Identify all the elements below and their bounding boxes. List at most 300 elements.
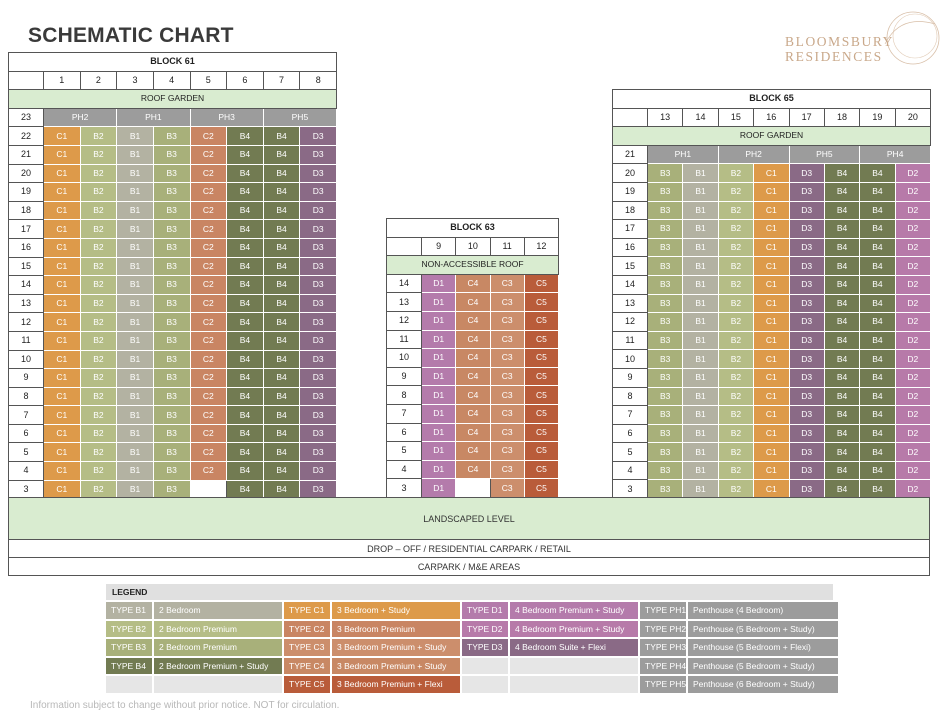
unit-cell: B3 (153, 127, 190, 146)
stack-number: 11 (490, 237, 524, 256)
unit-cell: B4 (263, 201, 300, 220)
unit-cell: B1 (683, 461, 718, 480)
unit-cell: C3 (490, 460, 524, 479)
penthouse-cell: PH3 (190, 108, 263, 127)
unit-cell: D2 (895, 238, 930, 257)
unit-cell: D2 (895, 443, 930, 462)
unit-cell: C5 (524, 330, 558, 349)
unit-cell: B1 (683, 331, 718, 350)
floor-number: 16 (9, 238, 44, 257)
unit-cell: B4 (227, 145, 264, 164)
unit-cell: B4 (824, 220, 859, 239)
unit-cell: D3 (300, 276, 337, 295)
unit-cell: C1 (754, 257, 789, 276)
unit-cell: C1 (754, 461, 789, 480)
legend-description: 3 Bedroom + Study (332, 602, 460, 619)
unit-cell: D3 (789, 201, 824, 220)
unit-cell: B4 (227, 443, 264, 462)
unit-cell: B3 (648, 313, 683, 332)
floor-number: 11 (9, 331, 44, 350)
stack-number: 5 (190, 71, 227, 90)
unit-cell: C1 (44, 406, 81, 425)
unit-cell: B2 (80, 443, 117, 462)
unit-cell: B1 (683, 368, 718, 387)
block-61-table (8, 52, 337, 499)
floor-number: 17 (9, 220, 44, 239)
unit-cell: B1 (117, 462, 154, 481)
unit-cell: B4 (824, 182, 859, 201)
unit-cell: C4 (456, 386, 490, 405)
unit-cell: B4 (263, 313, 300, 332)
unit-cell: B3 (153, 220, 190, 239)
unit-cell: C2 (190, 313, 227, 332)
unit-cell: D3 (789, 294, 824, 313)
unit-cell: B2 (718, 424, 753, 443)
floor-number: 5 (613, 443, 648, 462)
unit-cell: B2 (718, 164, 753, 183)
unit-cell: C5 (524, 349, 558, 368)
unit-cell: C3 (490, 274, 524, 293)
penthouse-cell: PH2 (44, 108, 117, 127)
unit-cell: B4 (824, 238, 859, 257)
unit-cell: C2 (190, 350, 227, 369)
legend-empty (510, 658, 638, 675)
unit-cell: C1 (44, 294, 81, 313)
unit-cell: D2 (895, 313, 930, 332)
unit-cell: C4 (456, 311, 490, 330)
corner-cell (613, 108, 648, 127)
unit-cell: B4 (824, 257, 859, 276)
unit-cell: C5 (524, 423, 558, 442)
unit-cell: B4 (227, 220, 264, 239)
unit-cell: B2 (718, 443, 753, 462)
stack-number: 16 (754, 108, 789, 127)
legend-code: TYPE C4 (284, 658, 330, 675)
unit-cell: C2 (190, 406, 227, 425)
unit-cell: D1 (422, 274, 456, 293)
unit-cell: D2 (895, 480, 930, 499)
unit-cell: B4 (860, 387, 895, 406)
unit-cell: B4 (860, 257, 895, 276)
unit-cell: B4 (860, 331, 895, 350)
unit-cell: B1 (117, 220, 154, 239)
unit-cell: D3 (300, 164, 337, 183)
unit-cell: B3 (648, 368, 683, 387)
legend-empty (462, 658, 508, 675)
unit-cell: B4 (263, 443, 300, 462)
unit-cell: B4 (860, 406, 895, 425)
page-title: SCHEMATIC CHART (28, 24, 234, 47)
corner-cell (387, 237, 422, 256)
floor-number: 3 (387, 479, 422, 498)
floor-number: 3 (9, 480, 44, 499)
unit-cell: B1 (117, 238, 154, 257)
unit-cell: D3 (789, 257, 824, 276)
unit-cell: B3 (153, 443, 190, 462)
logo-line-2: RESIDENCES (785, 49, 883, 64)
unit-cell: B1 (117, 294, 154, 313)
unit-cell: B4 (227, 164, 264, 183)
unit-cell: C2 (190, 294, 227, 313)
unit-cell: D3 (789, 164, 824, 183)
landscaped-level-label: LANDSCAPED LEVEL (423, 514, 515, 524)
unit-cell: D1 (422, 330, 456, 349)
unit-cell: B4 (263, 294, 300, 313)
floor-number: 12 (387, 311, 422, 330)
unit-cell: B4 (263, 387, 300, 406)
legend-description: 4 Bedroom Suite + Flexi (510, 639, 638, 656)
unit-cell: D3 (789, 275, 824, 294)
unit-cell: B3 (648, 424, 683, 443)
unit-cell: D3 (789, 443, 824, 462)
unit-cell: C1 (44, 331, 81, 350)
unit-cell: C1 (44, 424, 81, 443)
unit-cell: B2 (718, 461, 753, 480)
floor-number: 8 (613, 387, 648, 406)
unit-cell: B2 (80, 313, 117, 332)
unit-cell: B4 (824, 406, 859, 425)
unit-cell: B4 (824, 350, 859, 369)
floor-number: 19 (613, 182, 648, 201)
unit-cell: B4 (860, 238, 895, 257)
unit-cell: B1 (683, 350, 718, 369)
unit-cell: D1 (422, 442, 456, 461)
floor-number: 6 (613, 424, 648, 443)
legend-description: Penthouse (6 Bedroom + Study) (688, 676, 838, 693)
unit-cell: C1 (44, 276, 81, 295)
unit-cell: C3 (490, 386, 524, 405)
unit-cell: B2 (718, 406, 753, 425)
unit-cell: C2 (190, 127, 227, 146)
unit-cell: B3 (648, 182, 683, 201)
unit-cell: D1 (422, 460, 456, 479)
legend-code: TYPE B2 (106, 621, 152, 638)
legend-code: TYPE C2 (284, 621, 330, 638)
unit-cell: D3 (789, 461, 824, 480)
unit-cell: B4 (860, 164, 895, 183)
unit-cell: C1 (44, 238, 81, 257)
unit-cell: B4 (824, 480, 859, 499)
unit-cell: C1 (44, 480, 81, 499)
unit-cell: C1 (754, 294, 789, 313)
unit-cell: D2 (895, 220, 930, 239)
unit-cell: D2 (895, 294, 930, 313)
floor-number: 18 (613, 201, 648, 220)
legend-code: TYPE C1 (284, 602, 330, 619)
unit-cell: B2 (718, 294, 753, 313)
top-band: NON-ACCESSIBLE ROOF (387, 256, 559, 275)
unit-cell: D1 (422, 386, 456, 405)
unit-cell: C2 (190, 183, 227, 202)
block-65-table (612, 89, 931, 499)
floor-number: 21 (613, 145, 648, 164)
floor-number: 11 (387, 330, 422, 349)
legend-code: TYPE PH4 (640, 658, 686, 675)
unit-cell: B4 (824, 294, 859, 313)
unit-cell: D3 (300, 127, 337, 146)
unit-cell: B4 (824, 331, 859, 350)
unit-cell: C4 (456, 349, 490, 368)
legend-description: 2 Bedroom (154, 602, 282, 619)
logo-line-1: BLOOMSBURY (785, 34, 895, 49)
unit-cell: C4 (456, 442, 490, 461)
legend-code: TYPE B3 (106, 639, 152, 656)
unit-cell: C1 (44, 443, 81, 462)
unit-cell: B2 (80, 406, 117, 425)
unit-cell: D3 (300, 369, 337, 388)
unit-cell: C2 (190, 443, 227, 462)
unit-cell: B4 (860, 294, 895, 313)
legend-code: TYPE D1 (462, 602, 508, 619)
unit-cell: B3 (648, 406, 683, 425)
unit-cell: B4 (263, 164, 300, 183)
unit-cell: B1 (117, 443, 154, 462)
unit-cell-empty (456, 479, 490, 498)
unit-cell: B4 (263, 238, 300, 257)
floor-number: 9 (613, 368, 648, 387)
unit-cell: B4 (860, 313, 895, 332)
floor-number: 18 (9, 201, 44, 220)
unit-cell: B4 (227, 369, 264, 388)
stack-number: 3 (117, 71, 154, 90)
unit-cell: B1 (683, 313, 718, 332)
unit-cell: D3 (789, 238, 824, 257)
unit-cell: B1 (683, 220, 718, 239)
unit-cell: C1 (44, 164, 81, 183)
unit-cell: C5 (524, 293, 558, 312)
unit-cell: C3 (490, 311, 524, 330)
stack-number: 7 (263, 71, 300, 90)
unit-cell: B3 (648, 294, 683, 313)
unit-cell: B3 (648, 275, 683, 294)
unit-cell: C2 (190, 201, 227, 220)
unit-cell: B2 (80, 462, 117, 481)
unit-cell: B4 (227, 406, 264, 425)
legend-description: Penthouse (5 Bedroom + Flexi) (688, 639, 838, 656)
unit-cell: C2 (190, 462, 227, 481)
unit-cell: B2 (718, 220, 753, 239)
floor-number: 9 (9, 369, 44, 388)
unit-cell: B1 (683, 201, 718, 220)
unit-cell: D3 (300, 201, 337, 220)
unit-cell: C3 (490, 423, 524, 442)
unit-cell: B3 (153, 350, 190, 369)
unit-cell: B1 (117, 127, 154, 146)
unit-cell: B4 (263, 183, 300, 202)
unit-cell: B1 (683, 238, 718, 257)
unit-cell: B3 (648, 387, 683, 406)
unit-cell: C5 (524, 442, 558, 461)
floor-number: 21 (9, 145, 44, 164)
unit-cell: D1 (422, 479, 456, 498)
unit-cell: B2 (718, 331, 753, 350)
unit-cell: C5 (524, 311, 558, 330)
floor-number: 14 (387, 274, 422, 293)
unit-cell: B2 (80, 276, 117, 295)
unit-cell: B4 (860, 275, 895, 294)
carpark-level (8, 557, 930, 576)
unit-cell: B4 (263, 220, 300, 239)
floor-number: 14 (9, 276, 44, 295)
unit-cell: B2 (718, 313, 753, 332)
floor-number: 19 (9, 183, 44, 202)
legend-code: TYPE C5 (284, 676, 330, 693)
legend-code: TYPE B1 (106, 602, 152, 619)
floor-number: 13 (613, 294, 648, 313)
unit-cell: D2 (895, 275, 930, 294)
unit-cell: C4 (456, 330, 490, 349)
stack-number: 10 (456, 237, 490, 256)
unit-cell: B1 (117, 276, 154, 295)
legend-empty (106, 676, 152, 693)
legend-code: TYPE C3 (284, 639, 330, 656)
unit-cell: D3 (300, 443, 337, 462)
unit-cell: B2 (80, 387, 117, 406)
unit-cell: D2 (895, 424, 930, 443)
unit-cell: B4 (227, 127, 264, 146)
floor-number: 4 (387, 460, 422, 479)
unit-cell: B4 (263, 406, 300, 425)
unit-cell: C2 (190, 257, 227, 276)
floor-number: 15 (613, 257, 648, 276)
unit-cell: D3 (789, 406, 824, 425)
unit-cell: D2 (895, 257, 930, 276)
stack-number: 15 (718, 108, 753, 127)
stack-number: 13 (648, 108, 683, 127)
unit-cell: C1 (754, 443, 789, 462)
stack-number: 20 (895, 108, 930, 127)
unit-cell: B1 (683, 257, 718, 276)
unit-cell: B1 (683, 275, 718, 294)
unit-cell: C1 (44, 183, 81, 202)
floor-number: 10 (387, 349, 422, 368)
block-63-table (386, 218, 559, 498)
unit-cell: C1 (754, 275, 789, 294)
unit-cell: C3 (490, 442, 524, 461)
unit-cell: B4 (227, 480, 264, 499)
stack-number: 14 (683, 108, 718, 127)
stack-number: 6 (227, 71, 264, 90)
unit-cell: D3 (789, 387, 824, 406)
unit-cell: C1 (754, 201, 789, 220)
penthouse-cell: PH4 (860, 145, 931, 164)
unit-cell: C1 (754, 238, 789, 257)
floor-number: 6 (9, 424, 44, 443)
unit-cell: B4 (263, 480, 300, 499)
unit-cell: D3 (300, 294, 337, 313)
unit-cell: B4 (263, 369, 300, 388)
floor-number: 4 (9, 462, 44, 481)
unit-cell: C1 (754, 406, 789, 425)
unit-cell: C1 (44, 145, 81, 164)
unit-cell: B2 (718, 182, 753, 201)
floor-number: 12 (613, 313, 648, 332)
unit-cell: D1 (422, 367, 456, 386)
unit-cell: B4 (824, 275, 859, 294)
unit-cell: B1 (117, 183, 154, 202)
unit-cell: C3 (490, 367, 524, 386)
brand-logo (785, 34, 915, 64)
unit-cell: D1 (422, 404, 456, 423)
unit-cell: C1 (44, 220, 81, 239)
unit-cell: B4 (263, 424, 300, 443)
floor-number: 17 (613, 220, 648, 239)
legend-code: TYPE PH1 (640, 602, 686, 619)
legend-empty (154, 676, 282, 693)
unit-cell: B1 (117, 331, 154, 350)
unit-cell: B2 (718, 201, 753, 220)
unit-cell: B1 (117, 257, 154, 276)
legend-grid (106, 602, 833, 693)
penthouse-cell: PH5 (263, 108, 336, 127)
floor-number: 8 (387, 386, 422, 405)
penthouse-cell: PH2 (718, 145, 789, 164)
unit-cell: B2 (80, 164, 117, 183)
unit-cell: C4 (456, 367, 490, 386)
legend-code: TYPE D3 (462, 639, 508, 656)
unit-cell: D3 (789, 368, 824, 387)
unit-cell: B2 (718, 387, 753, 406)
unit-cell: D3 (789, 313, 824, 332)
unit-cell: B1 (117, 350, 154, 369)
unit-cell: C3 (490, 293, 524, 312)
stack-number: 19 (860, 108, 895, 127)
unit-cell: B1 (117, 424, 154, 443)
unit-cell: D3 (300, 424, 337, 443)
unit-cell: B4 (263, 331, 300, 350)
floor-number: 15 (9, 257, 44, 276)
corner-cell (9, 71, 44, 90)
floor-number: 11 (613, 331, 648, 350)
footnote: Information subject to change without prior notice. NOT for circulation. (30, 700, 340, 711)
unit-cell: B4 (860, 368, 895, 387)
unit-cell: B4 (860, 350, 895, 369)
unit-cell: B2 (718, 350, 753, 369)
unit-cell: C2 (190, 369, 227, 388)
unit-cell: C1 (754, 480, 789, 499)
unit-cell: B4 (227, 462, 264, 481)
unit-cell: B3 (648, 201, 683, 220)
floor-number: 10 (613, 350, 648, 369)
unit-cell: C2 (190, 145, 227, 164)
block-name: BLOCK 65 (613, 90, 931, 109)
unit-cell: B4 (263, 462, 300, 481)
floor-number: 5 (387, 442, 422, 461)
top-band: ROOF GARDEN (9, 90, 337, 109)
stack-number: 9 (422, 237, 456, 256)
unit-cell: B4 (860, 480, 895, 499)
unit-cell: B4 (860, 201, 895, 220)
unit-cell: C5 (524, 460, 558, 479)
unit-cell: B1 (683, 406, 718, 425)
unit-cell: B3 (153, 145, 190, 164)
penthouse-cell: PH1 (117, 108, 190, 127)
unit-cell: C1 (754, 164, 789, 183)
floor-number: 8 (9, 387, 44, 406)
floor-number: 22 (9, 127, 44, 146)
unit-cell: B2 (80, 145, 117, 164)
legend-description: 3 Bedroom Premium + Study (332, 658, 460, 675)
floor-number: 14 (613, 275, 648, 294)
unit-cell: B1 (683, 294, 718, 313)
unit-cell: C5 (524, 404, 558, 423)
unit-cell: B4 (860, 443, 895, 462)
unit-cell: C2 (190, 424, 227, 443)
floor-number: 9 (387, 367, 422, 386)
legend-description: 2 Bedroom Premium (154, 639, 282, 656)
unit-cell: D3 (300, 313, 337, 332)
unit-cell: B3 (648, 443, 683, 462)
